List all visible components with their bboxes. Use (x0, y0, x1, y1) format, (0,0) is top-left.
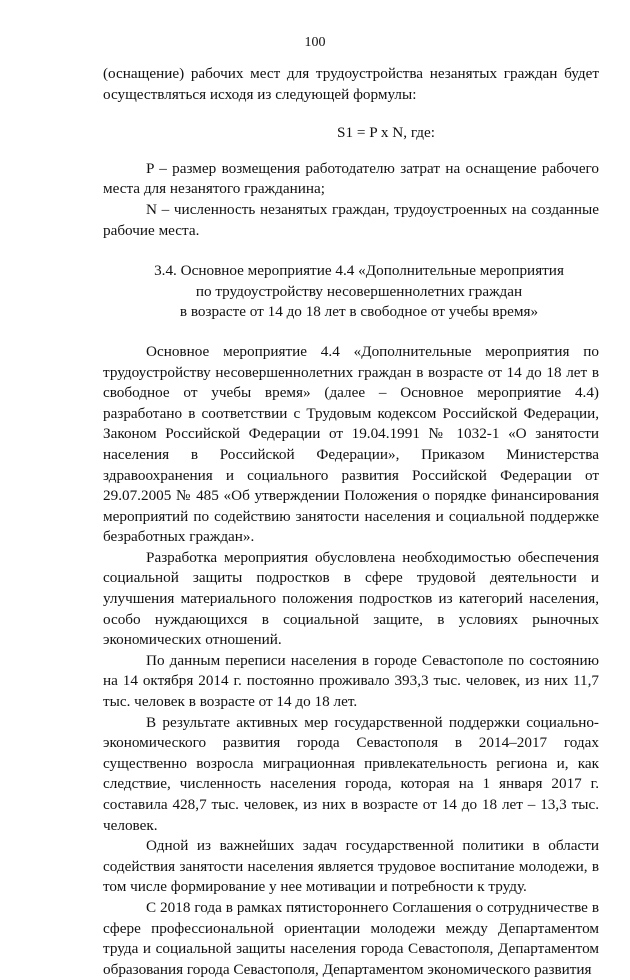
definition-n: N – численность незанятых граждан, трудоустроенных на созданные рабочие места. (103, 200, 599, 239)
definition-p: P – размер возмещения работодателю затрат на оснащение рабочего места для незанятого гражданина; (103, 159, 599, 198)
section-heading (103, 261, 599, 323)
page-number: 100 (304, 35, 326, 50)
formula: S1 = P x N, где: (337, 124, 435, 142)
page-content (103, 64, 599, 980)
section-heading-line-1: 3.4. Основное мероприятие 4.4 «Дополнительные мероприятия (154, 262, 564, 280)
body-paragraph-1: Основное мероприятие 4.4 «Дополнительные мероприятия по трудоустройству несовершеннолетних граждан в возрасте от 14 до 18 лет в свободное от учебы время» (далее – Основное мероприятие 4.4) разработано в соответствии с Трудовым кодексом Российской Федерации, Законом Российской Федерации от 19.04.1991 № 1032-1 «О занятости населения в Российской Федерации», Приказом Министерства здравоохранения и социального развития Российской Федерации от 29.07.2005 № 485 «Об утверждении Положения о порядке финансирования мероприятий по содействию занятости населения и социальной поддержке безработных граждан». (103, 342, 599, 546)
body-paragraph-4: В результате активных мер государственной поддержки социально-экономического развития города Севастополя в 2014–2017 годах существенно возросла миграционная привлекательность региона и, как следствие, численность населения города, которая на 1 января 2017 г. составила 428,7 тыс. человек, из них в возрасте от 14 до 18 лет – 13,3 тыс. человек. (103, 713, 599, 834)
body-paragraph-2: Разработка мероприятия обусловлена необходимостью обеспечения социальной защиты подростков в сфере трудовой деятельности и улучшения материального положения подростков из категорий населения, особо нуждающихся в социальной защите, в условиях рыночных экономических отношений. (103, 548, 599, 649)
body-paragraph-3: По данным переписи населения в городе Севастополе по состоянию на 14 октября 2014 г. постоянно проживало 393,3 тыс. человек, из них 11,7 тыс. человек в возрасте от 14 до 18 лет. (103, 651, 599, 711)
body-paragraph-6: С 2018 года в рамках пятистороннего Соглашения о сотрудничестве в сфере профессиональной ориентации молодежи между Департаментом труда и социальной защиты населения города Севастополя, Департаментом образования города Севастополя, Департаментом экономического развития (103, 898, 599, 978)
section-heading-line-2: по трудоустройству несовершеннолетних граждан (195, 282, 523, 300)
section-heading-line-3: в возрасте от 14 до 18 лет в свободное от учебы время» (179, 303, 539, 321)
intro-paragraph: (оснащение) рабочих мест для трудоустройства незанятых граждан будет осуществляться исходя из следующей формулы: (103, 65, 599, 103)
body-paragraph-5: Одной из важнейших задач государственной политики в области содействия занятости населения является трудовое воспитание молодежи, в том числе формирование у нее мотивации и потребности к труду. (103, 837, 599, 896)
